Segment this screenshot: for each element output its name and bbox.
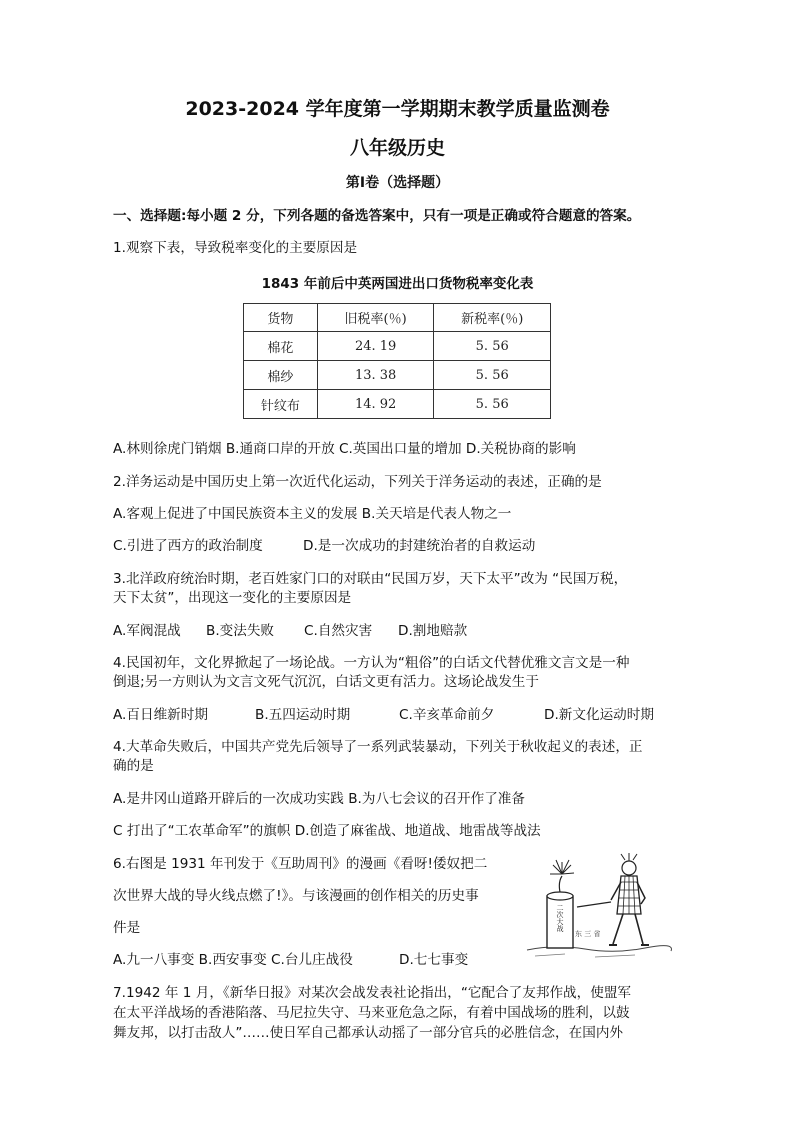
q6-stem-line2: 次世界大战的导火线点燃了!》。与该漫画的创作相关的历史事 [113,888,479,904]
table-cell: 5. 56 [434,332,551,361]
q2-options-line1: A.客观上促进了中国民族资本主义的发展 B.关天培是代表人物之一 [113,506,512,522]
table-header: 货物 [244,304,318,332]
q4-option-b: B.五四运动时期 [255,707,351,723]
q7-stem-line3: 舞友邦，以打击敌人”……使日军自己都承认动摇了一部分官兵的必胜信念，在国内外 [113,1025,624,1041]
table-row [244,390,551,419]
cartoon-signature: 东 三 省 [575,930,601,938]
q3-option-b: B.变法失败 [206,623,275,639]
q2-option-d: D.是一次成功的封建统治者的自救运动 [303,538,536,554]
table-row [244,332,551,361]
table-cell: 24. 19 [317,332,434,361]
q3-option-c: C.自然灾害 [304,623,373,639]
table-cell: 棉花 [244,332,318,361]
q5-options-line1: A.是井冈山道路开辟后的一次成功实践 B.为八七会议的召开作了准备 [113,791,525,807]
table-cell: 14. 92 [317,390,434,419]
table-cell: 13. 38 [317,361,434,390]
q6-stem-line3: 件是 [113,920,141,936]
table-cell: 5. 56 [434,361,551,390]
q7-stem-line1: 7.1942 年 1 月，《新华日报》对某次会战发表社论指出，“它配合了友邦作战，使盟军 [113,985,632,1001]
match-stick [577,902,611,907]
q1-table-caption: 1843 年前后中英两国进出口货物税率变化表 [261,276,534,292]
table-cell: 棉纱 [244,361,318,390]
q4-stem-line2: 倒退;另一方则认为文言文死气沉沉，白话文更有活力。这场论战发生于 [113,674,539,690]
q3-option-d: D.割地赔款 [398,623,468,639]
fuse [559,876,562,892]
ground-hatch [535,954,635,957]
q2-option-c: C.引进了西方的政治制度 [113,538,263,554]
q4-option-c: C.辛亥革命前夕 [399,707,495,723]
q5-stem-line2: 确的是 [113,758,154,774]
cartoon-label: 二次大战 [556,904,564,932]
table-row [244,361,551,390]
q4-option-d: D.新文化运动时期 [544,707,654,723]
q5-stem-line1: 4.大革命失败后，中国共产党先后领导了一系列武装暴动，下列关于秋收起义的表述，正 [113,739,643,755]
spark-icon [550,860,574,874]
part-heading: 第Ⅰ卷（选择题） [345,175,450,191]
table-cell: 5. 56 [434,390,551,419]
q3-stem-line1: 3.北洋政府统治时期，老百姓家门口的对联由“民国万岁，天下太平”改为 “民国万税， [113,571,628,587]
q1-options: A.林则徐虎门销烟 B.通商口岸的开放 C.英国出口量的增加 D.关税协商的影响 [113,441,576,457]
q3-stem-line2: 天下太贫”，出现这一变化的主要原因是 [113,590,352,606]
q6-stem-line1: 6.右图是 1931 年刊发于《互助周刊》的漫画《看呀!倭奴把二 [113,856,488,872]
table-header: 新税率(％) [434,304,551,332]
q4-option-a: A.百日维新时期 [113,707,208,723]
exam-subject: 八年级历史 [349,137,445,159]
q6-options-line1: A.九一八事变 B.西安事变 C.台儿庄战役 [113,952,353,968]
table-header-row [244,304,551,332]
q1-stem: 1.观察下表，导致税率变化的主要原因是 [113,240,358,256]
table-header: 旧税率(％) [317,304,434,332]
q4-stem-line1: 4.民国初年，文化界掀起了一场论战。一方认为“粗俗”的白话文代替优雅文言文是一种 [113,655,630,671]
q2-stem: 2.洋务运动是中国历史上第一次近代化运动，下列关于洋务运动的表述，正确的是 [113,474,602,490]
tax-rate-table [243,303,551,419]
q5-options-line2: C 打出了“工农革命军”的旗帜 D.创造了麻雀战、地道战、地雷战等战法 [113,823,541,839]
q3-option-a: A.军阀混战 [113,623,181,639]
exam-title: 2023-2024 学年度第一学期期末教学质量监测卷 [185,98,610,120]
q6-option-d: D.七七事变 [399,952,469,968]
q7-stem-line2: 在太平洋战场的香港陷落、马尼拉失守、马来亚危急之际，有着中国战场的胜利，以鼓 [113,1005,630,1021]
bomb-top [547,892,573,900]
section-instruction: 一、选择题:每小题 2 分，下列各题的备选答案中，只有一项是正确或符合题意的答案。 [113,208,641,224]
cartoon-image [525,852,673,964]
table-cell: 针纹布 [244,390,318,419]
figure-icon [609,853,649,945]
